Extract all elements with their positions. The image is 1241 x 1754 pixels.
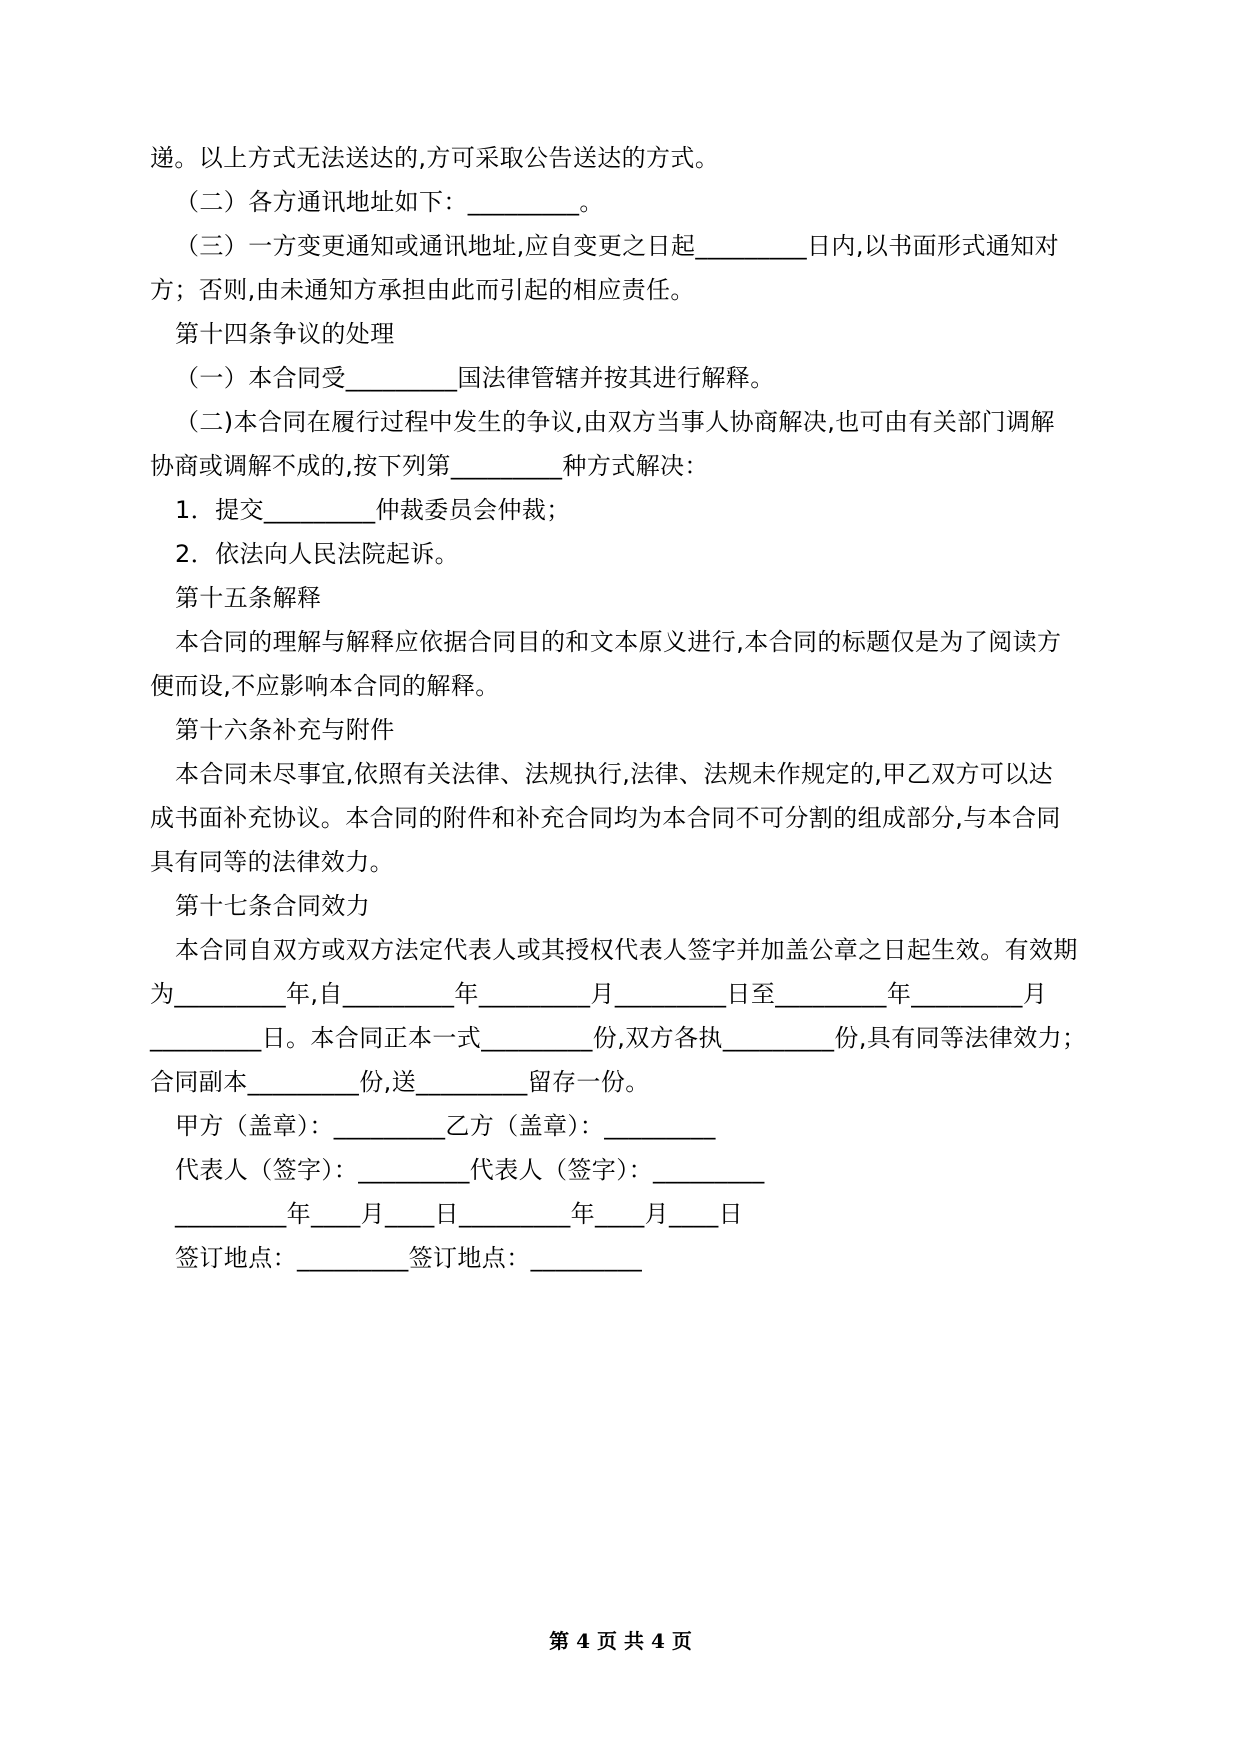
body-line: 递。以上方式无法送达的,方可采取公告送达的方式。 (150, 144, 720, 172)
section-heading: 第十七条合同效力 (175, 892, 371, 920)
body-line: （二)本合同在履行过程中发生的争议,由双方当事人协商解决,也可由有关部门调解 (175, 408, 1055, 436)
body-line: （二）各方通讯地址如下：_________。 (175, 188, 604, 216)
date-line: _________年____月____日_________年____月____日 (175, 1200, 743, 1228)
section-heading: 第十五条解释 (175, 584, 322, 612)
body-line: 为_________年,自_________年_________月_________日至_________年_________月 (150, 980, 1048, 1008)
body-line: 本合同的理解与解释应依据合同目的和文本原义进行,本合同的标题仅是为了阅读方 (175, 628, 1062, 656)
section-heading: 第十六条补充与附件 (175, 716, 395, 744)
page-footer: 第 4 页 共 4 页 (549, 1629, 692, 1653)
body-line: 便而设,不应影响本合同的解释。 (150, 672, 500, 700)
body-line: 方；否则,由未通知方承担由此而引起的相应责任。 (150, 276, 695, 304)
body-line: 协商或调解不成的,按下列第_________种方式解决： (150, 452, 709, 480)
signature-line: 甲方（盖章）：_________乙方（盖章）：_________ (175, 1112, 716, 1140)
body-line: 具有同等的法律效力。 (150, 848, 394, 876)
body-line: 本合同未尽事宜,依照有关法律、法规执行,法律、法规未作规定的,甲乙双方可以达 (175, 760, 1054, 788)
body-line: _________日。本合同正本一式_________份,双方各执_________份,具有同等法律效力； (150, 1024, 1087, 1052)
signature-line: 代表人（签字）：_________代表人（签字）：_________ (175, 1156, 765, 1184)
body-line: 本合同自双方或双方法定代表人或其授权代表人签字并加盖公章之日起生效。有效期 (175, 936, 1078, 964)
section-heading: 第十四条争议的处理 (175, 320, 395, 348)
body-line: （三）一方变更通知或通讯地址,应自变更之日起_________日内,以书面形式通知对 (175, 232, 1060, 260)
signing-place-line: 签订地点：_________签订地点：_________ (175, 1244, 643, 1272)
body-line: 成书面补充协议。本合同的附件和补充合同均为本合同不可分割的组成部分,与本合同 (150, 804, 1061, 832)
body-line: 合同副本_________份,送_________留存一份。 (150, 1068, 650, 1096)
list-item: 2．依法向人民法院起诉。 (175, 540, 460, 568)
list-item: 1．提交_________仲裁委员会仲裁； (175, 496, 571, 524)
body-line: （一）本合同受_________国法律管辖并按其进行解释。 (175, 364, 775, 392)
